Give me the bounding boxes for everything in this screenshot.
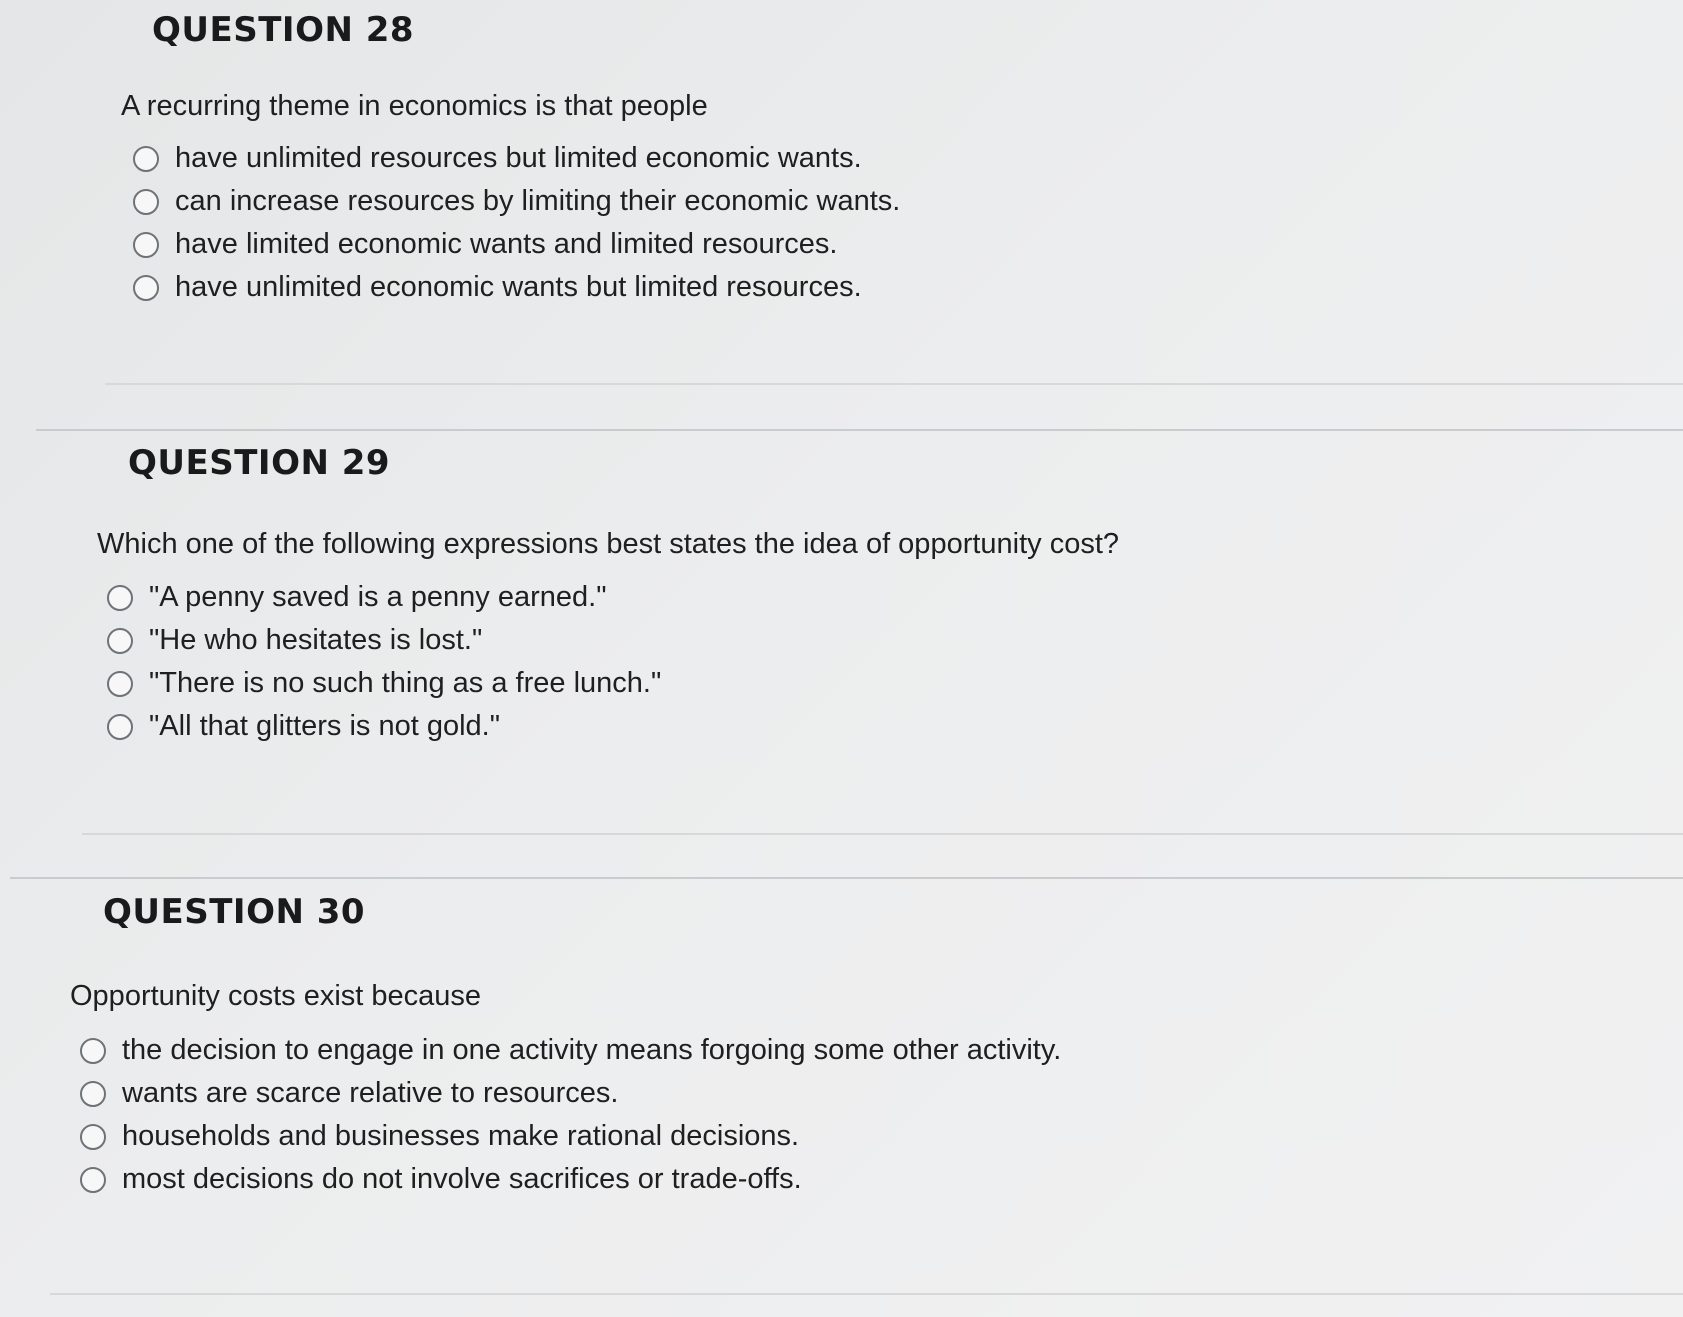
- radio-button[interactable]: [107, 671, 133, 697]
- question-heading: QUESTION 29: [128, 443, 391, 483]
- answer-label: "All that glitters is not gold.": [149, 710, 501, 742]
- radio-button[interactable]: [107, 714, 133, 740]
- answer-option[interactable]: [107, 619, 661, 662]
- answer-options: [80, 1029, 1061, 1201]
- radio-button[interactable]: [107, 585, 133, 611]
- answer-label: can increase resources by limiting their economic wants.: [175, 185, 901, 217]
- answer-label: wants are scarce relative to resources.: [122, 1077, 619, 1109]
- answer-label: most decisions do not involve sacrifices or trade-offs.: [122, 1163, 802, 1195]
- answer-option[interactable]: [80, 1158, 1061, 1201]
- question-prompt: A recurring theme in economics is that people: [121, 90, 708, 122]
- answer-option[interactable]: [133, 223, 900, 266]
- question-heading: QUESTION 30: [103, 892, 366, 932]
- radio-button[interactable]: [133, 146, 159, 172]
- answer-option[interactable]: [80, 1072, 1061, 1115]
- answer-label: households and businesses make rational decisions.: [122, 1120, 800, 1152]
- answer-option[interactable]: [80, 1029, 1061, 1072]
- question-heading: QUESTION 28: [152, 10, 415, 50]
- section-divider: [82, 833, 1683, 835]
- answer-options: [133, 137, 900, 309]
- answer-label: "There is no such thing as a free lunch.": [149, 667, 662, 699]
- answer-label: have limited economic wants and limited resources.: [175, 228, 838, 260]
- question-prompt: Which one of the following expressions best states the idea of opportunity cost?: [97, 528, 1120, 560]
- answer-option[interactable]: [80, 1115, 1061, 1158]
- radio-button[interactable]: [107, 628, 133, 654]
- answer-option[interactable]: [107, 705, 661, 748]
- answer-label: have unlimited economic wants but limited resources.: [175, 271, 862, 303]
- answer-label: the decision to engage in one activity means forgoing some other activity.: [122, 1034, 1062, 1066]
- answer-label: have unlimited resources but limited economic wants.: [175, 142, 862, 174]
- answer-label: "A penny saved is a penny earned.": [149, 581, 607, 613]
- section-divider: [105, 383, 1683, 385]
- question-prompt: Opportunity costs exist because: [70, 980, 482, 1012]
- answer-label: "He who hesitates is lost.": [149, 624, 483, 656]
- radio-button[interactable]: [133, 189, 159, 215]
- radio-button[interactable]: [80, 1124, 106, 1150]
- radio-button[interactable]: [80, 1081, 106, 1107]
- section-divider: [10, 877, 1683, 879]
- answer-option[interactable]: [107, 576, 661, 619]
- answer-option[interactable]: [133, 137, 900, 180]
- answer-options: [107, 576, 661, 748]
- section-divider: [36, 429, 1683, 431]
- answer-option[interactable]: [133, 266, 900, 309]
- radio-button[interactable]: [133, 232, 159, 258]
- radio-button[interactable]: [80, 1038, 106, 1064]
- section-divider: [50, 1293, 1683, 1295]
- radio-button[interactable]: [80, 1167, 106, 1193]
- answer-option[interactable]: [107, 662, 661, 705]
- radio-button[interactable]: [133, 275, 159, 301]
- answer-option[interactable]: [133, 180, 900, 223]
